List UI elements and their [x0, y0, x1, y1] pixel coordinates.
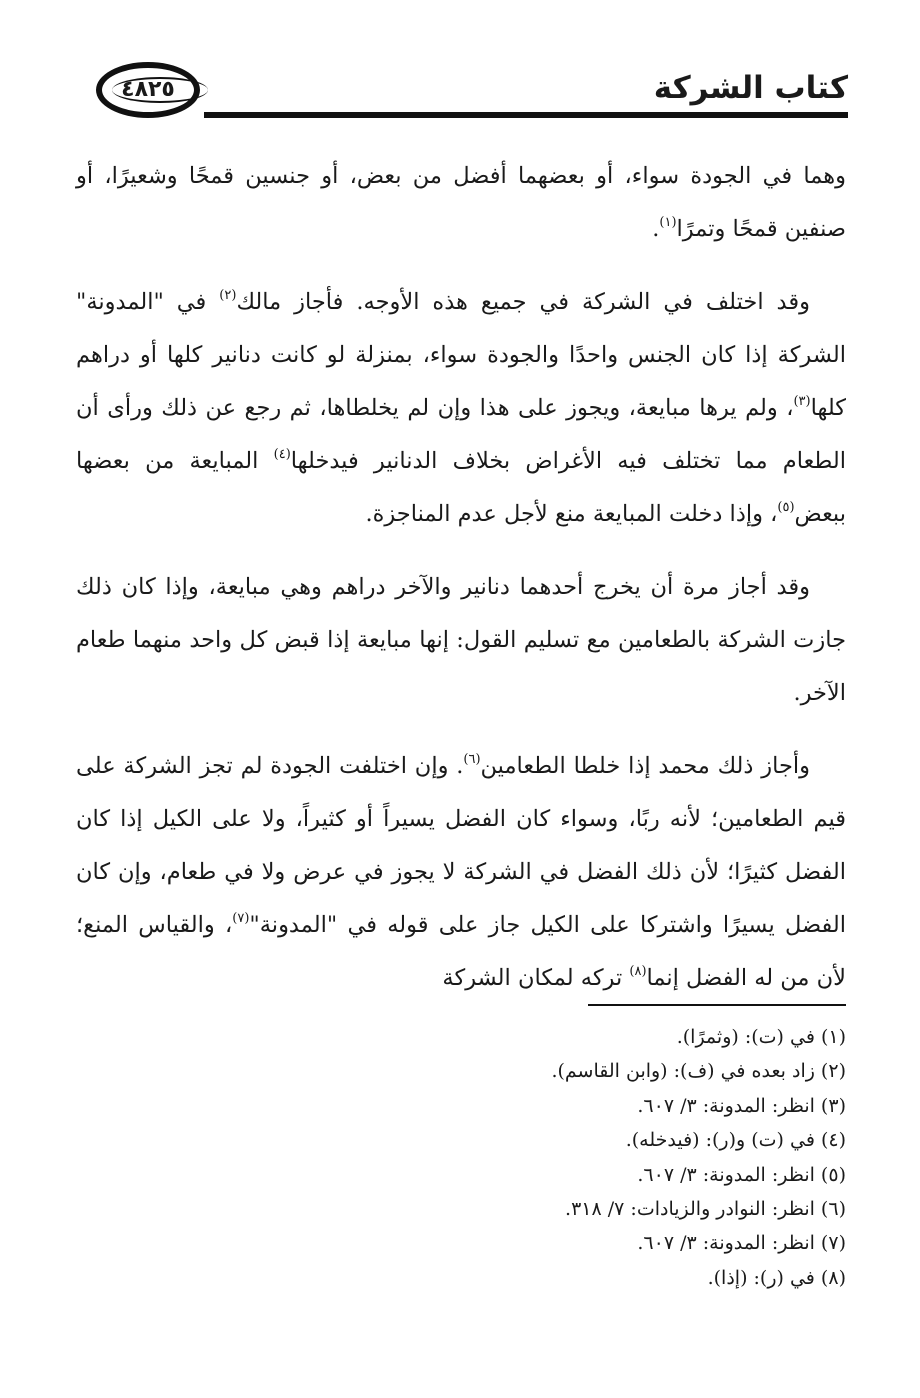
footnote-item: (٦) انظر: النوادر والزيادات: ٧/ ٣١٨. [565, 1198, 846, 1221]
text-run: ، ولم يرها مبايعة، ويجوز على هذا وإن لم يخلطاها، ثم رجع عن ذلك ورأى أن الطعام مما تختلف فيه الأغراض بخلاف الدنانير فيدخلها [76, 395, 846, 474]
header-rule [204, 112, 848, 118]
text-run: . وإن اختلفت الجودة لم تجز الشركة على قيم الطعامين؛ لأنه ربًا، وسواء كان الفضل يسيراً أو كثيراً، ولا على الكيل إذا كان الفضل كثيرًا؛ لأن ذلك الفضل في الشركة لا يجوز في عرض ولا في طعام، وإن كان الفضل يسيرًا واشتركا على الكيل جاز على قوله في "المدونة" [76, 753, 847, 938]
footnote-item: (٨) في (ر): (إذا). [707, 1266, 846, 1289]
text-run: . [652, 216, 660, 242]
footnote-item: (٥) انظر: المدونة: ٣/ ٦٠٧. [637, 1163, 846, 1186]
text-run: وقد اختلف في الشركة في جميع هذه الأوجه. فأجاز مالك [236, 289, 810, 315]
footnote-item: (٤) في (ت) و(ر): (فيدخله). [625, 1129, 846, 1152]
paragraph-4 [76, 740, 846, 1005]
footnote-ref-4: (٤) [273, 447, 291, 462]
footnote-item: (١) في (ت): (وثمرًا). [676, 1026, 846, 1048]
page-header [96, 62, 848, 122]
footnote-ref-5: (٥) [777, 500, 795, 515]
text-run: المبايعة من بعضها ببعض [76, 448, 846, 527]
page-number: ٤٨٢٥ [121, 77, 175, 102]
footnote-item: (٣) انظر: المدونة: ٣/ ٦٠٧. [637, 1094, 846, 1117]
footnotes-list [76, 1020, 846, 1295]
text-run: ، والقياس المنع؛ لأن من له الفضل إنما [76, 912, 846, 991]
paragraph-1 [76, 150, 846, 256]
book-title: كتاب الشركة [653, 70, 848, 106]
footnote-ref-7: (٧) [232, 911, 250, 926]
text-run: ، وإذا دخلت المبايعة منع لأجل عدم المناجزة. [365, 501, 778, 527]
text-run: وهما في الجودة سواء، أو بعضهما أفضل من بعض، أو جنسين قمحًا وشعيرًا، أو صنفين قمحًا وتمرًا [76, 163, 846, 242]
footnote-ref-6: (٦) [463, 752, 481, 767]
footnote-ref-1: (١) [659, 215, 677, 230]
text-run: وقد أجاز مرة أن يخرج أحدهما دنانير والآخر دراهم وهي مبايعة، وإذا كان ذلك جازت الشركة بالطعامين مع تسليم القول: إنها مبايعة إذا قبض كل واحد منهما طعام الآخر. [76, 574, 846, 706]
paragraph-2 [76, 276, 846, 541]
footnote-divider [588, 1004, 846, 1006]
text-run: وأجاز ذلك محمد إذا خلطا الطعامين [480, 753, 810, 779]
footnote-ref-2: (٢) [219, 288, 237, 303]
footnote-ref-8: (٨) [629, 964, 647, 979]
text-run: في "المدونة" الشركة إذا كان الجنس واحدًا والجودة سواء، بمنزلة لو كانت دنانير كلها أو دراهم كلها [76, 289, 846, 421]
text-run: تركه لمكان الشركة [442, 965, 630, 991]
main-text [76, 150, 846, 1025]
footnote-item: (٧) انظر: المدونة: ٣/ ٦٠٧. [637, 1232, 846, 1255]
page-number-badge [96, 62, 200, 118]
footnote-item: (٢) زاد بعده في (ف): (وابن القاسم). [551, 1060, 846, 1083]
footnote-ref-3: (٣) [793, 394, 811, 409]
paragraph-3 [76, 561, 846, 720]
